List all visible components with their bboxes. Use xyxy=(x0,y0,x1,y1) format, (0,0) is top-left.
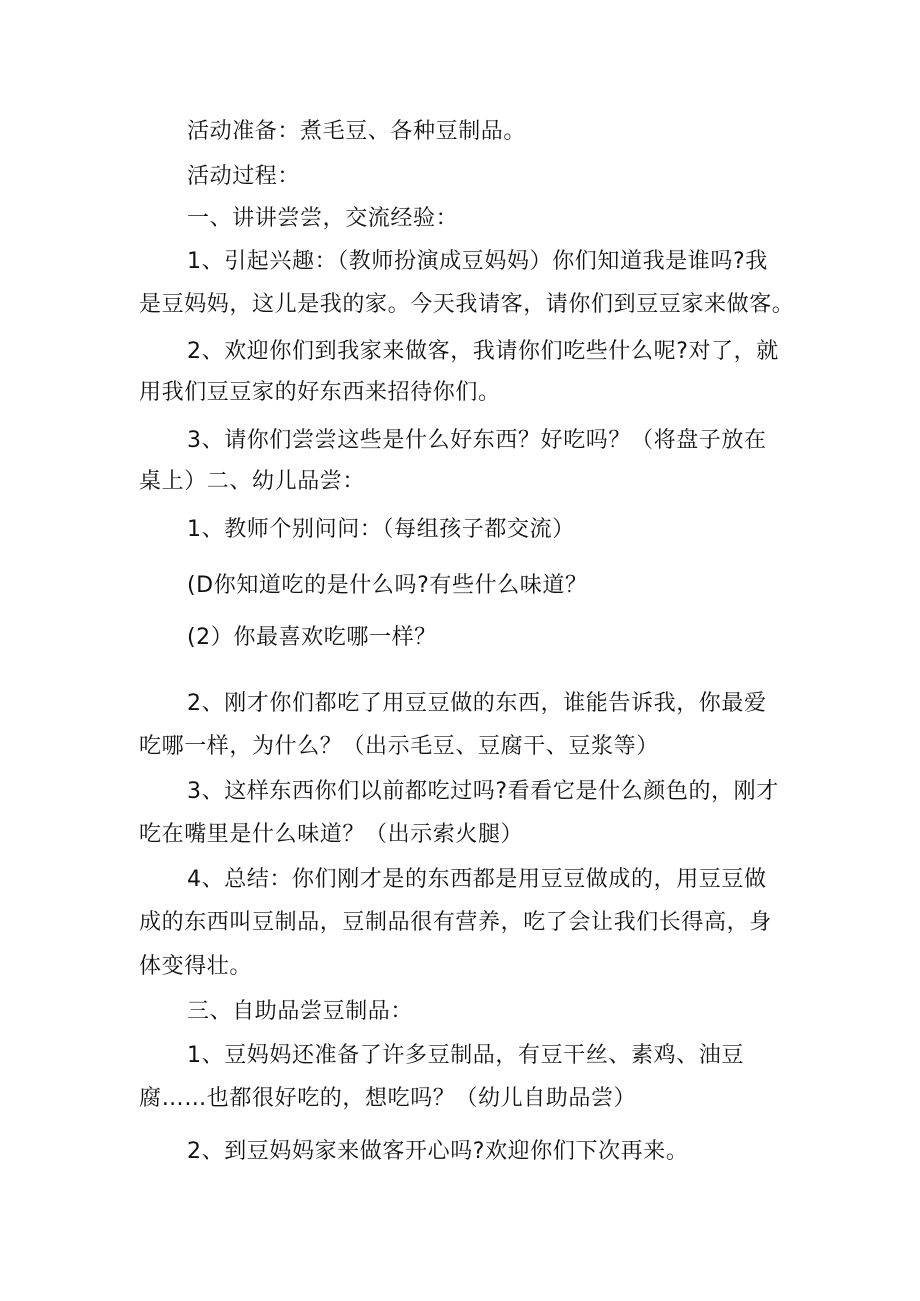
paragraph-line: 桌上）二、幼儿品尝： xyxy=(139,469,366,494)
section-three-heading: 三、自助品尝豆制品： xyxy=(187,999,414,1024)
paragraph-line: 2、欢迎你们到我家来做客，我请你们吃些什么呢?对了，就 xyxy=(187,339,779,364)
paragraph-line: 是豆妈妈，这儿是我的家。今天我请客，请你们到豆豆家来做客。 xyxy=(139,292,795,317)
paragraph-line: 4、总结：你们刚才是的东西都是用豆豆做成的，用豆豆做 xyxy=(187,867,767,892)
activity-process-heading: 活动过程： xyxy=(187,164,301,189)
paragraph-line: (D你知道吃的是什么吗?有些什么味道？ xyxy=(187,573,588,598)
paragraph-line: 1、豆妈妈还准备了许多豆制品，有豆干丝、素鸡、油豆 xyxy=(187,1043,744,1068)
paragraph-line: 用我们豆豆家的好东西来招待你们。 xyxy=(139,380,501,405)
paragraph-line: 2、刚才你们都吃了用豆豆做的东西，谁能告诉我，你最爱 xyxy=(187,691,767,716)
paragraph-line: (2）你最喜欢吃哪一样？ xyxy=(187,625,437,650)
paragraph-line: 吃在嘴里是什么味道？（出示索火腿） xyxy=(139,822,524,847)
activity-preparation-line: 活动准备：煮毛豆、各种豆制品。 xyxy=(187,119,527,144)
paragraph-line: 3、请你们尝尝这些是什么好东西？好吃吗？（将盘子放在 xyxy=(187,428,767,453)
paragraph-line: 1、教师个别问问：（每组孩子都交流） xyxy=(187,517,575,542)
paragraph-line: 腐……也都很好吃的，想吃吗？（幼儿自助品尝） xyxy=(139,1086,637,1111)
paragraph-line: 体变得壮。 xyxy=(139,954,253,979)
paragraph-line: 2、到豆妈妈家来做客开心吗?欢迎你们下次再来。 xyxy=(187,1139,689,1164)
paragraph-line: 成的东西叫豆制品，豆制品很有营养，吃了会让我们长得高，身 xyxy=(139,910,772,935)
section-one-heading: 一、讲讲尝尝，交流经验： xyxy=(187,206,459,231)
paragraph-line: 1、引起兴趣：（教师扮演成豆妈妈）你们知道我是谁吗?我 xyxy=(187,249,768,274)
paragraph-line: 3、这样东西你们以前都吃过吗?看看它是什么颜色的，刚才 xyxy=(187,779,779,804)
paragraph-line: 吃哪一样，为什么？（出示毛豆、豆腐干、豆浆等） xyxy=(139,734,659,759)
